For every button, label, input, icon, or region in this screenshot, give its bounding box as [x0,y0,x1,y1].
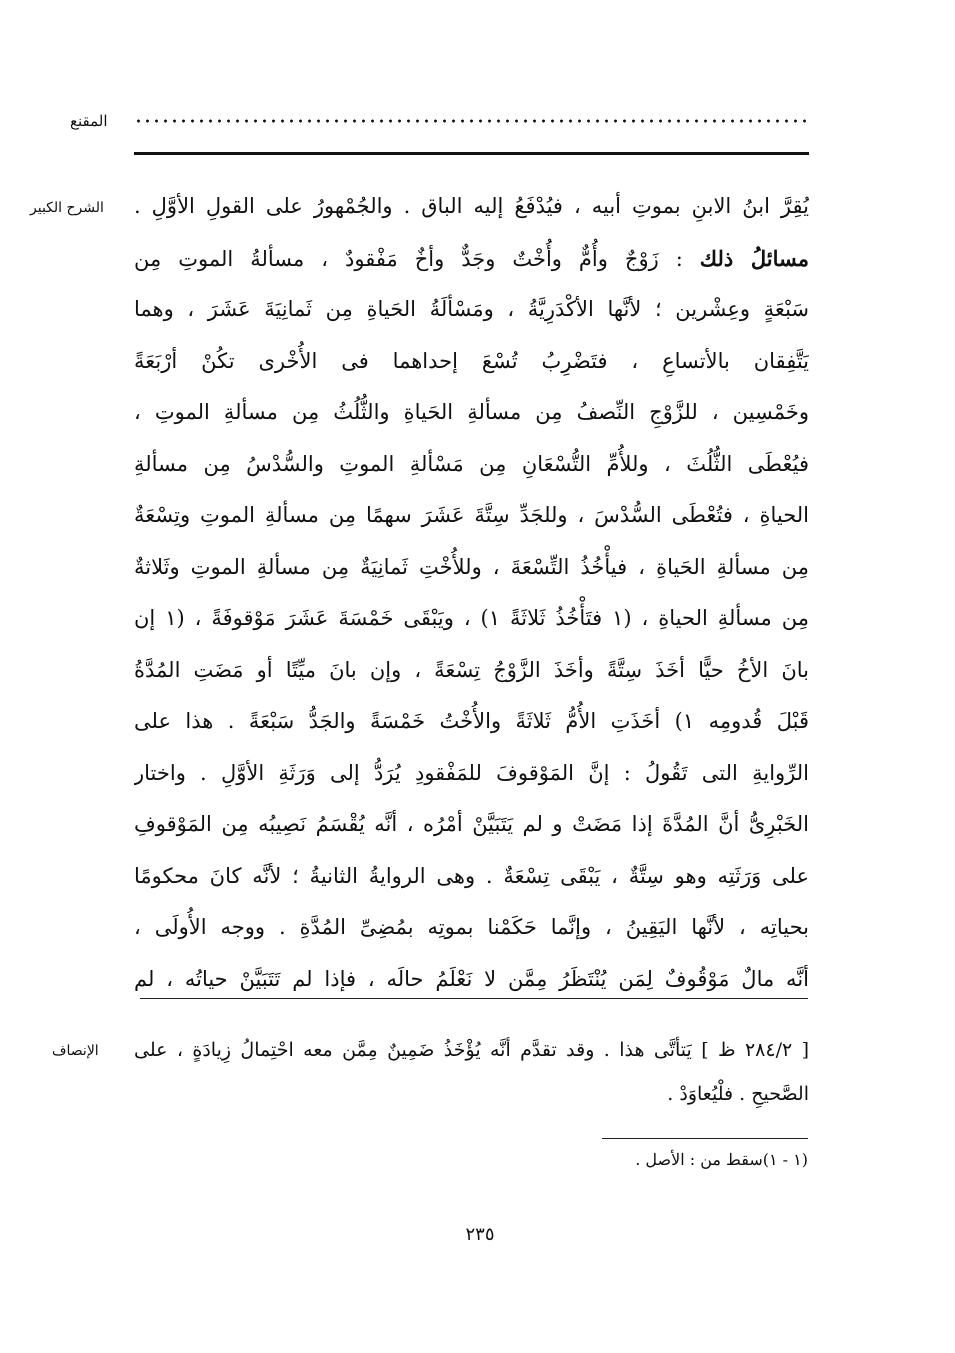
main-line: الخَبْرِىُّ أنَّ المُدَّةَ إذا مَضَتْ و لم يَتَبَيَّنْ أمْرُه ، أنَّه يُقْسَمُ نَصِيبُه مِن المَوْقوفِ [134,812,809,836]
main-line: مِن مسألةِ الحياةِ ، (١ فتَأْخُذُ ثَلاثَةً ١) ، ويَبْقَى خَمْسَةَ عَشَرَ مَوْقوفَةً ، (١ إن [134,606,809,630]
main-text-block [134,181,809,1005]
footnote: (١ - ١)سقط من : الأصل . [635,1150,808,1169]
header-dotted-rule [134,116,808,126]
main-line: الرِّوايةِ التى تَقُولُ : إنَّ المَوْقوفَ للمَفْقودِ يُرَدُّ إلى وَرَثَةِ الأوَّلِ . واختار [134,760,809,785]
main-line: فيُعْطَى الثُّلُثَ ، وللأُمِّ التُّسْعَانِ مِن مَسْألةِ الموتِ والسُّدْسُ مِن مسألةِ [134,451,809,476]
section-lead-phrase: مسائلُ ذلك [699,245,809,271]
main-line: يُقِرَّ ابنُ الابنِ بموتِ أبيه ، فيُدْفَعُ إليه الباق . والجُمْهورُ على القولِ الأوَّلِ . [134,194,809,218]
main-line: وخَمْسِين ، للزَّوْجِ النِّصفُ مِن مسألةِ الحَياةِ والثُّلُثُ مِن مسألةِ الموتِ ، [134,400,809,424]
main-line: يَتَّفِقان بالأتساعِ ، فتَضْرِبُ تُسْعَ إحداهما فى الأُخْرى تكُنْ أرْبَعَةً [134,348,809,373]
margin-label-sharh: الشرح الكبير [30,200,104,216]
main-line: بانَ الأخُ حيًّا أخَذَ سِتَّةً وأخَذَ الزَّوْجُ تِسْعَةً ، وإن بانَ ميِّتًا أو مَضَتِ المُدَّةُ [134,657,809,682]
main-line: مِن مسألةِ الحَياةِ ، فيأْخُذُ التِّسْعَةَ ، وللأُخْتِ ثَمانِيَةٌ مِن مسألةِ الموتِ وثَلاثةٌ [134,554,809,579]
footnote-divider [602,1138,808,1139]
main-line: مسائلُ ذلك : زَوْجٌ وأُمٌّ وأُخْتٌ وجَدٌّ وأخٌ مَفْقودٌ ، مسألةُ الموتِ مِن [134,245,809,271]
insaf-line: الصَّحيحِ . فلْيُعاوَدْ . [667,1083,809,1105]
main-line: بحياتِه ، لأنَّها اليَقِينُ ، وإنَّما حَكَمْنا بموتِه بمُضِىِّ المُدَّةِ . ووجه الأُولَى ، [134,915,809,939]
header-book-title: المقنع [70,112,108,130]
main-line: سَبْعَةٍ وعِشْرين ؛ لأنَّها الأكْدَرِيَّةُ ، ومَسْألَةُ الحَياةِ مِن ثَمانِيَةَ عَشَرَ ، وهما [134,297,809,321]
insaf-line: [ ٢٨٤/٢ ظ ] يَتأتَّى هذا . وقد تقدَّم أنَّه يُؤْخَذُ ضَمِينٌ مِمَّن معه احْتِمالُ زِيادَةٍ ، على [134,1039,809,1061]
margin-label-insaf: الإنصاف [52,1043,99,1059]
section-divider [140,998,808,999]
main-line: أنَّه مالٌ مَوْقُوفٌ لِمَن يُنْتَظَرُ مِمَّن لا نَعْلَمُ حالَه ، فإذا لم تَتَبَيَّنْ حياتُه ، لم [134,966,809,991]
main-line: قَبْلَ قُدومِه ١) أخَذَتِ الأُمُّ ثَلاثَةً والأُخْتُ خَمْسَةً والجَدُّ سَبْعَةً . هذا على [134,709,809,733]
insaf-text-block [134,1028,809,1116]
main-line: على وَرَثَتِه وهو سِتَّةٌ ، يَبْقَى تِسْعَةٌ . وهى الروايةُ الثانيةُ ؛ لأنَّه كانَ محكومًا [134,863,809,888]
header-rule [134,152,809,155]
main-line: الحياةِ ، فتُعْطَى السُّدْسَ ، وللجَدِّ سِتَّةَ عَشَرَ سهمًا مِن مسألةِ الموتِ وتِسْعَةٌ [134,503,809,527]
page-number: ٢٣٥ [465,1224,495,1245]
